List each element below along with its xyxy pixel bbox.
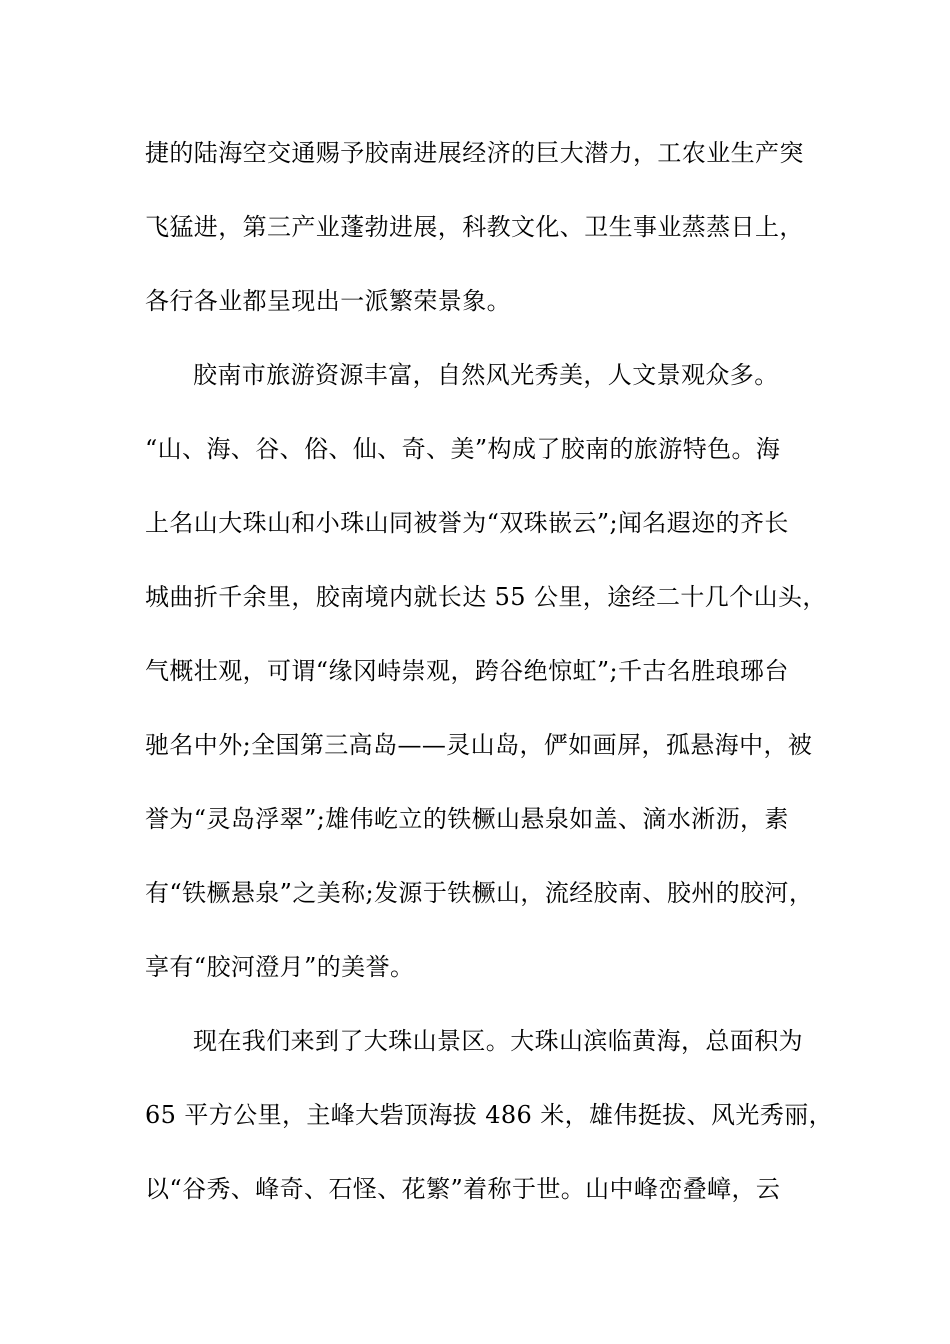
text-line: “山、海、谷、俗、仙、奇、美”构成了胶南的旅游特色。海 [145,435,781,463]
text-line: 气概壮观，可谓“缘冈峙崇观，跨谷绝惊虹”;千古名胜琅琊台 [145,657,789,685]
text-line: 上名山大珠山和小珠山同被誉为“双珠嵌云”;闻名遐迩的齐长 [145,509,789,537]
text-line: 捷的陆海空交通赐予胶南进展经济的巨大潜力，工农业生产突 [145,139,804,167]
text-line: 誉为“灵岛浮翠”;雄伟屹立的铁橛山悬泉如盖、滴水淅沥，素 [145,805,789,833]
text-line: 享有“胶河澄月”的美誉。 [145,953,415,981]
text-line: 城曲折千余里，胶南境内就长达 55 公里，途经二十几个山头， [145,583,827,611]
text-line: 各行各业都呈现出一派繁荣景象。 [145,287,511,315]
paragraph-first-line: 现在我们来到了大珠山景区。大珠山滨临黄海，总面积为 [193,1027,803,1055]
text-line: 65 平方公里，主峰大砦顶海拔 486 米，雄伟挺拔、风光秀丽， [145,1101,834,1129]
text-line: 驰名中外;全国第三高岛——灵山岛，俨如画屏，孤悬海中，被 [145,731,813,759]
text-line: 飞猛进，第三产业蓬勃进展，科教文化、卫生事业蒸蒸日上， [145,213,804,241]
text-line: 以“谷秀、峰奇、石怪、花繁”着称于世。山中峰峦叠嶂，云 [145,1175,781,1203]
text-line: 有“铁橛悬泉”之美称;发源于铁橛山，流经胶南、胶州的胶河， [145,879,814,907]
paragraph-first-line: 胶南市旅游资源丰富，自然风光秀美，人文景观众多。 [193,361,779,389]
